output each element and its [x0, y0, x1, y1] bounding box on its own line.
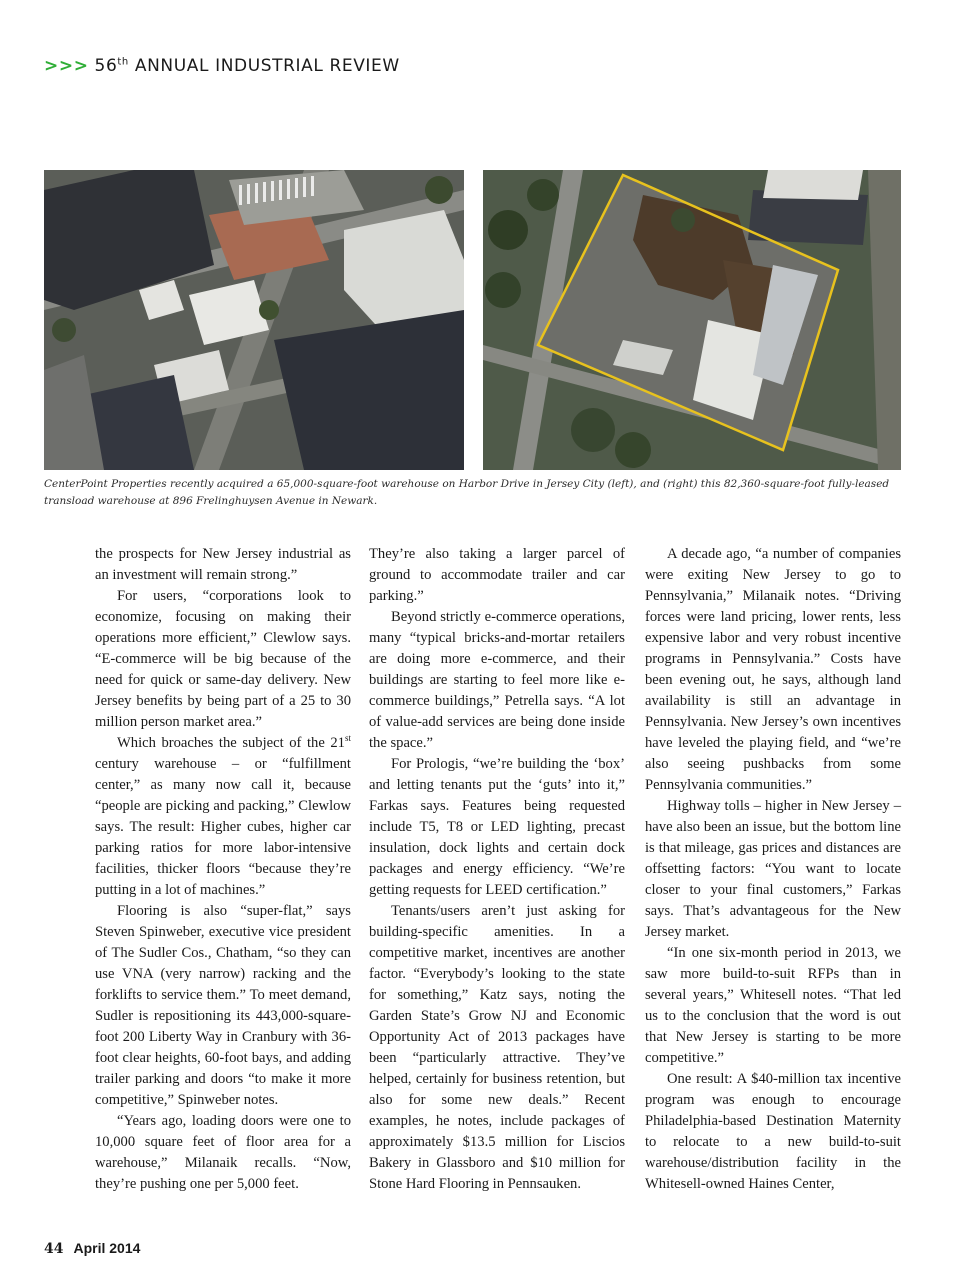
aerial-photo-jersey-city [44, 170, 464, 470]
paragraph: Highway tolls – higher in New Jersey – have also been an issue, but the bottom line is that mileage, gas prices and distances are offsetting factors: “You want to locate closer to your final customers,” Farkas says. That’s advantageous for the New Jersey market. [645, 798, 901, 940]
section-header [44, 56, 400, 76]
aerial-photo-right-image [483, 170, 901, 470]
paragraph: For Prologis, “we’re building the ‘box’ and letting tenants put the ‘guts’ into it,” Farkas says. Features being requested include T5, T8 or LED lighting, precast insulation, dock lights and certain dock packages and energy efficiency. “We’re getting requests for LEED certification.” [369, 756, 625, 898]
paragraph: They’re also taking a larger parcel of ground to accommodate trailer and car parking.” [369, 546, 625, 604]
page-number: 44 [44, 1241, 64, 1257]
paragraph: A decade ago, “a number of companies were exiting New Jersey to go to Pennsylvania,” Milanaik notes. “Driving forces were land pricing, lower rents, less expensive labor and very robust incentive programs in Pennsylvania.” Costs have been evening out, he says, although land availability is still an advantage in Pennsylvania. New Jersey’s own incentives have leveled the playing field, and “we’re also seeing pushbacks from some Pennsylvania communities.” [645, 546, 901, 793]
header-title: ANNUAL INDUSTRIAL REVIEW [134, 56, 400, 76]
paragraph: “Years ago, loading doors were one to 10,000 square feet of floor area for a warehouse,” Milanaik recalls. “Now, they’re pushing one per 5,000 feet. [95, 1113, 351, 1192]
paragraph: Beyond strictly e-commerce operations, many “typical bricks-and-mortar retailers are doing more e-commerce, and their buildings are starting to feel more like e-commerce buildings,” Petrella says. “A lot of value-add services are being done inside the space.” [369, 609, 625, 751]
issue-date: April 2014 [73, 1240, 141, 1256]
photo-caption: CenterPoint Properties recently acquired a 65,000-square-foot warehouse on Harbor Drive in Jersey City (left), and (right) this 82,360-square-foot fully-leased transload warehouse at 896 Frelinghuysen Avenue in Newark. [44, 478, 890, 507]
page-footer [44, 1240, 140, 1257]
paragraph: One result: A $40-million tax incentive program was enough to encourage Philadelphia-based Destination Maternity to relocate to a new build-to-suit warehouse/distribution facility in the Whitesell-owned Haines Center, [645, 1071, 901, 1192]
header-number: 56 [94, 56, 118, 76]
paragraph: the prospects for New Jersey industrial as an investment will remain strong.” [95, 546, 351, 583]
paragraph: Tenants/users aren’t just asking for building-specific amenities. In a competitive market, incentives are another factor. “Everybody’s looking to the state for something,” Katz says, noting the Garden State’s Grow NJ and Economic Opportunity Act of 2013 packages have been “particularly attractive. They’ve helped, certainly for business retention, but also for some new deals.” Recent examples, he notes, include packages of approximately $13.5 million for Liscios Bakery in Glassboro and $10 million for Stone Hard Flooring in Pennsauken. [369, 903, 625, 1192]
paragraph [95, 733, 351, 901]
paragraph-part: century warehouse – or “fulfillment center,” as many now call it, because “people are picking and packing,” Clewlow says. The result: Higher cubes, higher car parking ratios for more labor-intensive facilities, thicker floors “because they’re putting in a lot of machines.” [95, 756, 351, 898]
article-column-3 [645, 544, 901, 1195]
paragraph-part: Which broaches the subject of the 21 [117, 735, 345, 751]
paragraph: “In one six-month period in 2013, we saw more build-to-suit RFPs than in several years,” Whitesell notes. “That led us to the conclusion that the word is out that New Jersey is starting to be more competitive.” [645, 945, 901, 1066]
header-arrows: >>> [44, 56, 89, 76]
aerial-photo-left-image [44, 170, 464, 470]
header-suffix: th [117, 56, 129, 68]
article-column-1 [95, 544, 351, 1195]
aerial-photo-newark [483, 170, 901, 470]
article-column-2 [369, 544, 625, 1195]
paragraph: Flooring is also “super-flat,” says Steven Spinweber, executive vice president of The Sudler Cos., Chatham, “so they can use VNA (very narrow) racking and the forklifts to service them.” To meet demand, Sudler is repositioning its 443,000-square-foot 200 Liberty Way in Cranbury with 36-foot clear heights, 60-foot bays, and adding trailer parking and doors “to make it more competitive,” Spinweber notes. [95, 903, 351, 1108]
paragraph: For users, “corporations look to economize, focusing on making their operations more efficient,” Clewlow says. “E-commerce will be big because of the need for quick or same-day delivery. New Jersey benefits by being part of a 25 to 30 million person market area.” [95, 588, 351, 730]
ordinal-suffix: st [344, 733, 351, 744]
